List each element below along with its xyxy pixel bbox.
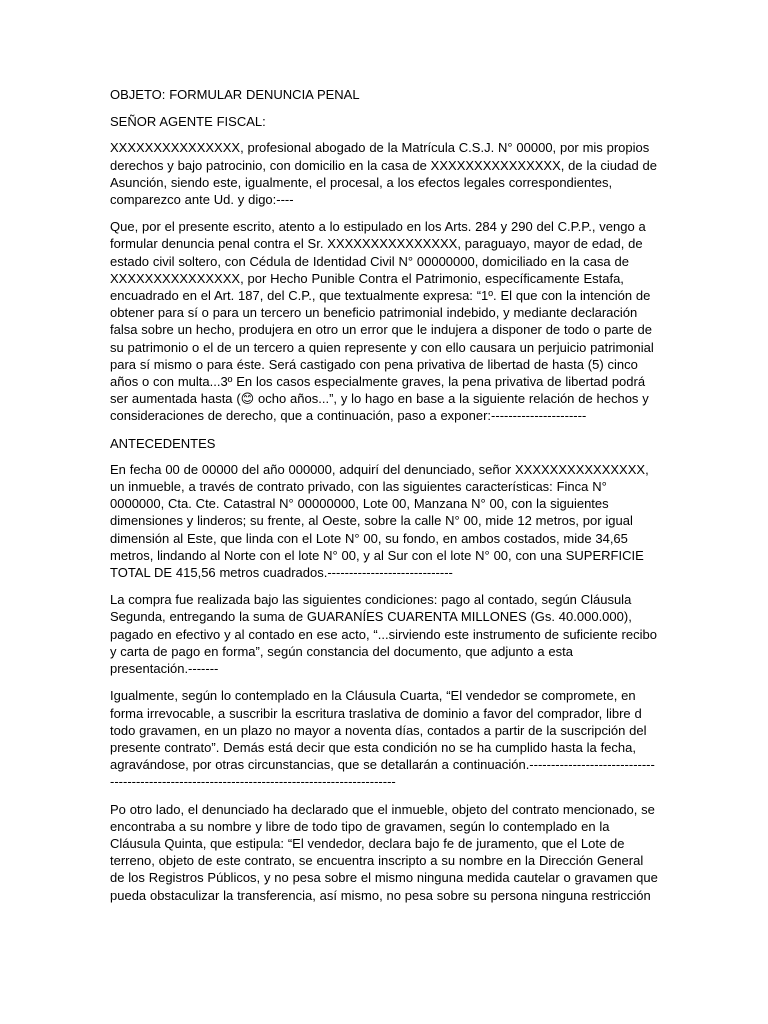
salutation: SEÑOR AGENTE FISCAL: [110, 114, 266, 130]
statement-paragraph: Que, por el presente escrito, atento a lo estipulado en los Arts. 284 y 290 del C.P.P., vengo a formular denuncia penal contra el Sr. XXXXXXXXXXXXXXX, paraguayo, mayor de edad, de estado civil soltero, con Cédula de Identidad Civil N° 00000000, domiciliado en la casa de XXXXXXXXXXXXXXX, por Hecho Punible Contra el Patrimonio, específicamente Estafa, encuadrado en el Art. 187, del C.P., que textualmente expresa: “1º. El que con la intención de obtener para sí o para un tercero un beneficio patrimonial indebido, y mediante declaración falsa sobre un hecho, produjera en otro un error que le indujera a disponer de todo o parte de su patrimonio o el de un tercero a quien represente y con ello causara un perjuicio patrimonial para sí mismo o para éste. Será castigado con pena privativa de libertad de hasta (5) cinco años o con multa...3º En los casos especialmente graves, la pena privativa de libertad podrá ser aumentada hasta (😊 ocho años...”, y lo hago en base a la siguiente relación de hechos y consideraciones de derecho, que a continuación, paso a exponer:---------------------- [110, 219, 654, 424]
antecedent-paragraph-1: En fecha 00 de 00000 del año 000000, adquirí del denunciado, señor XXXXXXXXXXXXXXX, un inmueble, a través de contrato privado, con las siguientes características: Finca N° 0000000, Cta. Cte. Catastral N° 00000000, Lote 00, Manzana N° 00, con la siguientes dimensiones y linderos; su frente, al Oeste, sobre la calle N° 00, mide 12 metros, por igual dimensión al Este, que linda con el Lote N° 00, su fondo, en ambos costados, mide 34,65 metros, lindando al Norte con el lote N° 00, y al Sur con el lote N° 00, con una SUPERFICIE TOTAL DE 415,56 metros cuadrados.----------------------------- [110, 461, 649, 581]
antecedent-paragraph-2: La compra fue realizada bajo las siguientes condiciones: pago al contado, según Cláusula Segunda, entregando la suma de GUARANÍES CUARENTA MILLONES (Gs. 40.000.000), pagado en efectivo y al contado en ese acto, “...sirviendo este instrumento de suficiente recibo y carta de pago en forma”, según constancia del documento, que adjunto a esta presentación.------- [110, 592, 657, 677]
section-heading-antecedentes: ANTECEDENTES [110, 435, 216, 451]
antecedent-paragraph-3: Igualmente, según lo contemplado en la Cláusula Cuarta, “El vendedor se compromete, en forma irrevocable, a suscribir la escritura traslativa de dominio a favor del comprador, libre d todo gravamen, en un plazo no mayor a noventa días, contados a partir de la suscripción del presente contrato”. Demás está decir que esta condición no se ha cumplido hasta la fecha, agravándose, por otras circunstancias, que se detallarán a continuación.----------------------------------------------------------------------------------------------- [110, 688, 655, 790]
antecedent-paragraph-4: Po otro lado, el denunciado ha declarado que el inmueble, objeto del contrato mencionado, se encontraba a su nombre y libre de todo tipo de gravamen, según lo contemplado en la Cláusula Quinta, que estipula: “El vendedor, declara bajo fe de juramento, que el Lote de terreno, objeto de este contrato, se encuentra inscripto a su nombre en la Dirección General de los Registros Públicos, y no pesa sobre el mismo ninguna medida cautelar o gravamen que pueda obstaculizar la transferencia, así mismo, no pesa sobre su persona ninguna restricción [110, 801, 658, 903]
document-title: OBJETO: FORMULAR DENUNCIA PENAL [110, 87, 360, 102]
intro-paragraph: XXXXXXXXXXXXXXX, profesional abogado de la Matrícula C.S.J. N° 00000, por mis propios derechos y bajo patrocinio, con domicilio en la casa de XXXXXXXXXXXXXXX, de la ciudad de Asunción, siendo este, igualmente, el procesal, a los efectos legales correspondientes, comparezco ante Ud. y digo:---- [110, 140, 657, 208]
